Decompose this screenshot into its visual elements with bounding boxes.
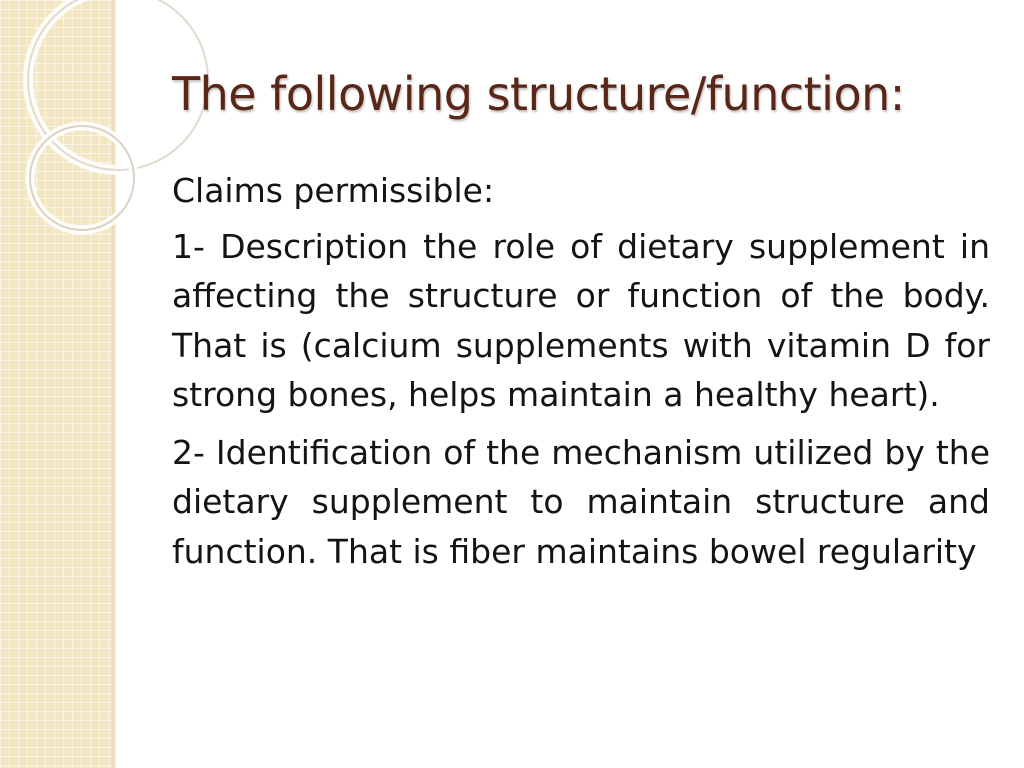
slide-body [172, 166, 990, 576]
slide-title: The following structure/function: [172, 67, 905, 121]
list-item-1: 1- Description the role of dietary supplement in affecting the structure or function of the body. That is (calcium supplements with vitamin D for strong bones, helps maintain a healthy heart). [172, 226, 990, 414]
intro-text: Claims permissible: [172, 171, 495, 210]
list-item-2: 2- Identification of the mechanism utilized by the dietary supplement to maintain structure and function. That is fiber maintains bowel regularity [172, 432, 990, 571]
deco-circle-small-outline [30, 126, 134, 230]
